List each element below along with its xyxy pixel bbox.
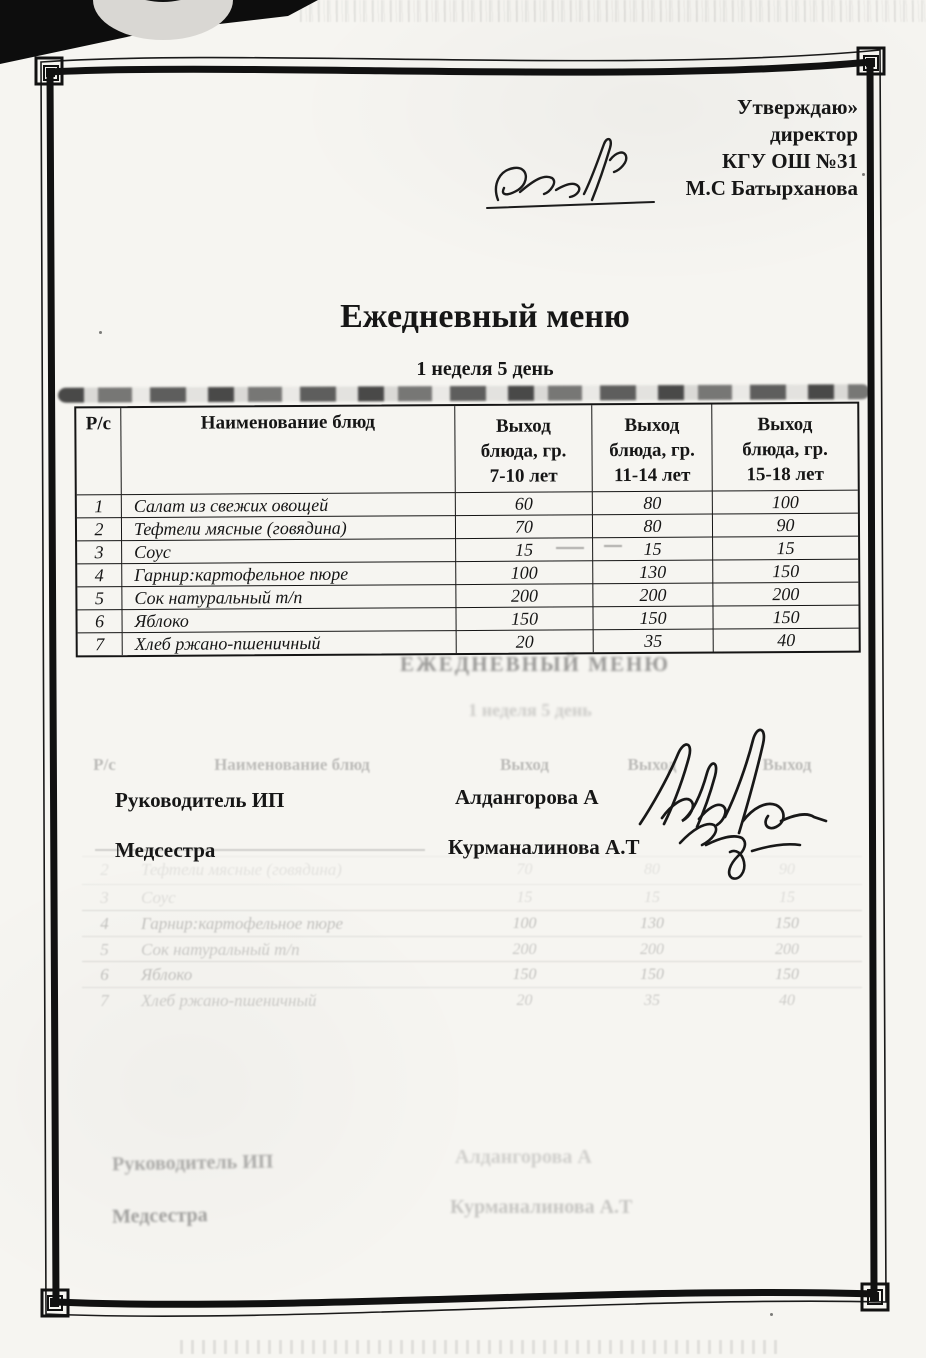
scan-noise-top <box>300 0 926 22</box>
signatory-name-supervisor: Алдангорова А <box>455 785 599 809</box>
portion-11-14-cell: 35 <box>594 628 714 652</box>
corner-ornament <box>36 58 62 84</box>
bleedthrough-header-out: Выход <box>627 755 677 774</box>
scan-speck <box>770 1313 773 1316</box>
portion-15-18-cell: 100 <box>713 490 858 514</box>
dish-name-cell: Тефтели мясные (говядина) <box>122 515 456 540</box>
portion-15-18-cell: 40 <box>714 628 859 652</box>
portion-11-14-cell: 80 <box>593 491 713 515</box>
row-number-cell: 1 <box>77 494 122 517</box>
bleedthrough-header-out: Выход <box>762 755 812 774</box>
scan-speck <box>862 173 865 176</box>
approval-line-3: КГУ ОШ №31 <box>722 149 858 173</box>
scan-noise-bottom <box>180 1340 780 1354</box>
header-portion-7-10: Выход блюда, гр. 7-10 лет <box>455 405 593 492</box>
corner-ornament <box>42 1290 68 1316</box>
portion-11-14-cell: 200 <box>593 582 713 606</box>
portion-15-18-cell: 15 <box>713 536 858 560</box>
bleedthrough-row: 2 Тефтели мясные (говядина) 70 80 90 <box>82 856 862 882</box>
bleedthrough-header-out: Выход <box>499 755 550 774</box>
signatory-name-nurse: Курманалинова А.Т <box>448 835 640 859</box>
row-number-cell: 3 <box>77 540 122 563</box>
portion-15-18-cell: 150 <box>713 559 858 583</box>
header-portion-11-14: Выход блюда, гр. 11-14 лет <box>592 405 713 492</box>
header-portion-15-18: Выход блюда, гр. 15-18 лет <box>742 413 828 486</box>
portion-11-14-cell: 80 <box>593 514 713 538</box>
bleedthrough-header-num: Р/с <box>93 755 116 774</box>
signatory-role-supervisor: Руководитель ИП <box>115 788 285 812</box>
header-dish-name: Наименование блюд <box>121 406 456 494</box>
bleedthrough-table-header <box>82 752 862 778</box>
scan-streak <box>556 547 584 549</box>
row-number-cell: 6 <box>77 609 122 632</box>
portion-15-18-cell: 150 <box>713 605 858 629</box>
bleedthrough-row: 6 Яблоко 150 150 150 <box>82 961 862 987</box>
portion-7-10-cell: 70 <box>456 514 593 538</box>
approval-block <box>560 94 858 202</box>
bleedthrough-name-nurse: Курманалинова А.Т <box>450 1196 633 1218</box>
bleedthrough-subtitle: 1 неделя 5 день <box>468 700 592 720</box>
bleedthrough-header-name: Наименование блюд <box>214 755 370 774</box>
portion-11-14-cell: 15 <box>593 537 713 561</box>
portion-15-18-cell: 90 <box>713 513 858 537</box>
approval-line-4: М.С Батырханова <box>685 176 858 200</box>
bleedthrough-name-supervisor: Алдангорова А <box>455 1146 592 1168</box>
supervisor-signature <box>640 730 826 833</box>
bleedthrough-row: 5 Сок натуральный т/п 200 200 200 <box>82 936 862 962</box>
bleedthrough-title: ЕЖЕДНЕВНЫЙ МЕНЮ <box>400 652 670 676</box>
scan-smudge-band <box>58 384 870 403</box>
dish-name-cell: Сок натуральный т/п <box>122 584 456 609</box>
bleedthrough-row: 3 Соус 15 15 15 <box>82 884 862 910</box>
approval-line-1: Утверждаю» <box>737 95 858 119</box>
portion-11-14-cell: 150 <box>593 605 713 629</box>
bleedthrough-row: 7 Хлеб ржано-пшеничный 20 35 40 <box>82 987 862 1013</box>
bleedthrough-role-nurse: Медсестра <box>111 1204 208 1228</box>
approval-line-2: директор <box>769 122 858 146</box>
portion-7-10-cell: 150 <box>456 606 593 630</box>
row-number-cell: 4 <box>77 563 122 586</box>
corner-ornament <box>862 1284 888 1310</box>
signatory-role-nurse: Медсестра <box>115 838 216 862</box>
portion-7-10-cell: 100 <box>456 560 593 584</box>
dish-name-cell: Хлеб ржано-пшеничный <box>123 630 457 655</box>
scan-streak <box>604 545 622 547</box>
document-title: Ежедневный меню <box>340 298 630 335</box>
scanner-artifact <box>0 0 318 64</box>
dish-name-cell: Яблоко <box>122 607 456 632</box>
row-number-cell: 5 <box>77 586 122 609</box>
bleedthrough-row: 4 Гарнир:картофельное пюре 100 130 150 <box>82 910 862 936</box>
table-header-row <box>76 404 858 495</box>
scan-streak <box>95 849 425 851</box>
dish-name-cell: Салат из свежих овощей <box>122 492 456 517</box>
bleedthrough-role-supervisor: Руководитель ИП <box>111 1150 274 1176</box>
menu-table <box>74 402 861 658</box>
table-row <box>78 628 859 656</box>
portion-7-10-cell: 60 <box>456 491 593 515</box>
row-number-cell: 7 <box>78 632 123 655</box>
portion-7-10-cell: 200 <box>456 583 593 607</box>
portion-15-18-cell: 200 <box>713 582 858 606</box>
corner-ornament <box>858 48 884 74</box>
decorative-border-frame <box>36 48 888 1316</box>
document-subtitle: 1 неделя 5 день <box>416 358 554 380</box>
row-number-cell: 2 <box>77 517 122 540</box>
portion-7-10-cell: 15 <box>456 537 593 561</box>
dish-name-cell: Гарнир:картофельное пюре <box>122 561 456 586</box>
portion-11-14-cell: 130 <box>593 559 713 583</box>
portion-7-10-cell: 20 <box>457 629 594 653</box>
header-row-number: Р/с <box>76 408 122 494</box>
dish-name-cell: Соус <box>122 538 456 563</box>
